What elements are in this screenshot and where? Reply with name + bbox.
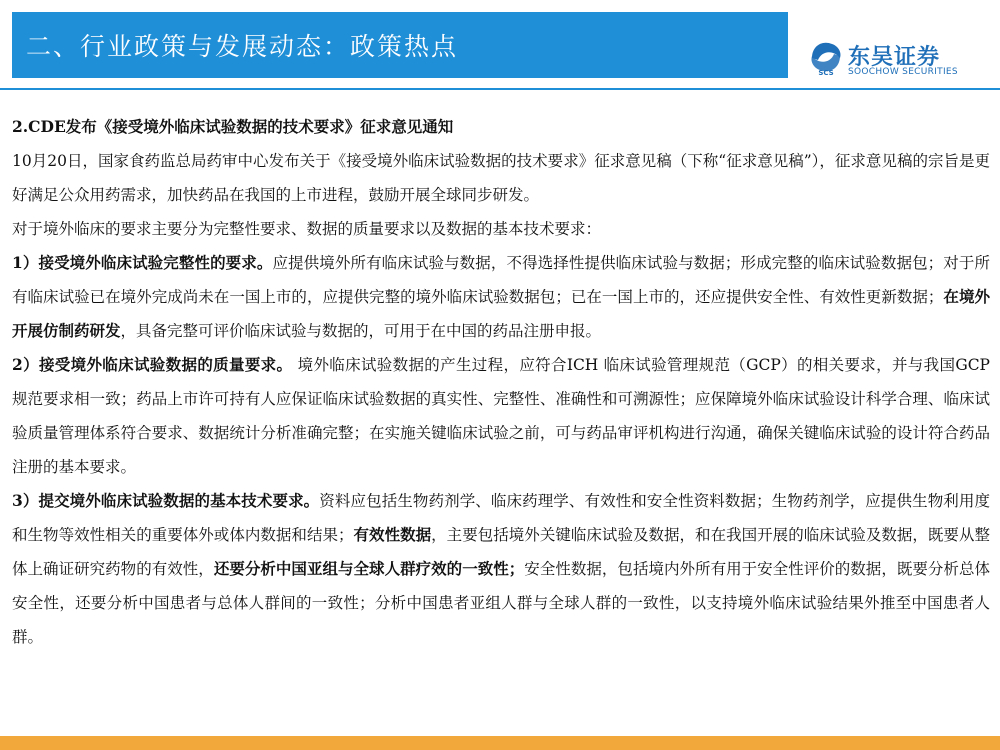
title-bar: [12, 12, 788, 78]
main-content: [12, 110, 990, 654]
logo-mark-text: SCS: [818, 69, 834, 76]
requirement-technical-title: 3）提交境外临床试验数据的基本技术要求。: [12, 491, 320, 510]
requirement-technical-efficacy: 有效性数据: [353, 525, 432, 544]
logo-english-name: SOOCHOW SECURITIES: [848, 67, 958, 77]
soochow-logo-icon: [808, 38, 844, 76]
requirement-completeness-title: 1）接受境外临床试验完整性的要求。: [12, 253, 273, 272]
requirement-completeness-text-end: ，具备完整可评价临床试验与数据的，可用于在中国的药品注册申报。: [120, 322, 602, 340]
header-divider: [0, 88, 1000, 90]
section-heading: 2.CDE发布《接受境外临床试验数据的技术要求》征求意见通知: [12, 117, 454, 136]
brand-logo: [808, 38, 988, 82]
requirement-completeness-highlight: 在境外开展仿制药研发: [12, 287, 990, 340]
requirement-technical-text-mid: ，主要包括境外关键临床试验及数据，和在我国开展的临床试验及数据，既要从整体上确证研究药物的有效性，: [12, 526, 990, 578]
requirement-technical: [12, 484, 990, 654]
requirement-completeness-text: 应提供境外所有临床试验与数据，不得选择性提供临床试验与数据；形成完整的临床试验数据包；对于所有临床试验已在境外完成尚未在一国上市的，应提供完整的境外临床试验数据包；已在一国上市的，还应提供安全性、有效性更新数据；: [12, 254, 990, 306]
requirement-completeness: [12, 246, 990, 348]
page-title: 二、行业政策与发展动态：政策热点: [26, 32, 459, 61]
requirement-technical-highlight: 还要分析中国亚组与全球人群疗效的一致性；: [213, 559, 525, 578]
requirement-quality: [12, 348, 990, 484]
intro-paragraph: 10月20日，国家食药监总局药审中心发布关于《接受境外临床试验数据的技术要求》征求意见稿（下称“征求意见稿”），征求意见稿的宗旨是更好满足公众用药需求，加快药品在我国的上市进程，鼓励开展全球同步研发。: [12, 152, 990, 204]
footer-bar: [0, 736, 1000, 750]
requirement-technical-text: 资料应包括生物药剂学、临床药理学、有效性和安全性资料数据；生物药剂学，应提供生物利用度和生物等效性相关的重要体外或体内数据和结果；: [12, 492, 990, 544]
lead-paragraph: 对于境外临床的要求主要分为完整性要求、数据的质量要求以及数据的基本技术要求：: [12, 220, 602, 238]
logo-chinese-name: 东吴证券: [848, 45, 941, 70]
requirement-technical-text-end: 安全性数据，包括境内外所有用于安全性评价的数据，既要分析总体安全性，还要分析中国患者与总体人群间的一致性；分析中国患者亚组人群与全球人群的一致性，以支持境外临床试验结果外推至中国患者人群。: [12, 560, 990, 646]
requirement-quality-text: 境外临床试验数据的产生过程，应符合ICH 临床试验管理规范（GCP）的相关要求，并与我国GCP 规范要求相一致；药品上市许可持有人应保证临床试验数据的真实性、完整性、准确性和可溯源性；应保障境外临床试验设计科学合理、临床试验质量管理体系符合要求、数据统计分析准确完整；在实施关键临床试验之前，可与药品审评机构进行沟通，确保关键临床试验的设计符合药品注册的基本要求。: [12, 356, 990, 476]
requirement-quality-title: 2）接受境外临床试验数据的质量要求。: [12, 355, 293, 374]
